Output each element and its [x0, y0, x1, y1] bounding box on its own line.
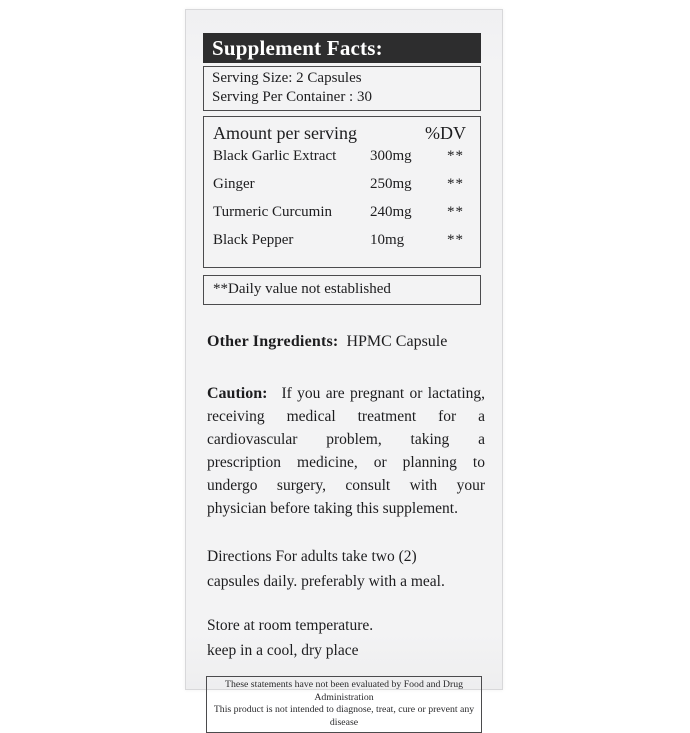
- supplement-facts-table: [203, 33, 481, 305]
- ingredient-dv: **: [447, 148, 464, 164]
- directions-line1: Directions For adults take two (2): [207, 548, 417, 565]
- ingredient-dv: **: [447, 176, 464, 192]
- fda-disclaimer-line2: This product is not intended to diagnose, treat, cure or prevent any disease: [213, 704, 475, 728]
- other-ingredients: [207, 333, 485, 351]
- daily-value-footnote-box: [203, 275, 481, 305]
- dv-header: %DV: [425, 123, 466, 143]
- storage-instructions: [207, 613, 485, 663]
- ingredient-row: [213, 204, 471, 232]
- serving-size: Serving Size: 2 Capsules: [212, 70, 362, 86]
- directions-line2: capsules daily. preferably with a meal.: [207, 573, 445, 590]
- ingredient-dv: **: [447, 204, 464, 220]
- directions: [207, 544, 485, 594]
- ingredient-amount: 10mg: [370, 232, 405, 248]
- storage-line1: Store at room temperature.: [207, 617, 374, 634]
- other-ingredients-value: HPMC Capsule: [346, 333, 448, 350]
- caution-paragraph: [207, 382, 485, 520]
- ingredient-amount: 250mg: [370, 176, 412, 192]
- ingredient-row: [213, 176, 471, 204]
- fda-disclaimer-line1: These statements have not been evaluated by Food and Drug Administration: [224, 679, 464, 703]
- daily-value-footnote: **Daily value not established: [213, 281, 391, 297]
- ingredient-row: [213, 148, 471, 176]
- ingredient-amount: 240mg: [370, 204, 412, 220]
- supplement-facts-title: Supplement Facts:: [203, 33, 481, 63]
- amounts-box: [203, 116, 481, 268]
- fda-disclaimer-box: [206, 676, 482, 733]
- other-ingredients-label: Other Ingredients:: [207, 333, 339, 350]
- ingredient-name: Turmeric Curcumin: [213, 204, 333, 220]
- amount-per-serving-header: Amount per serving: [213, 123, 357, 143]
- caution-text: If you are pregnant or lactating, receiving medical treatment for a cardiovascular problem, taking a prescription medicine, or planning to undergo surgery, consult with your physician before taking this supplement.: [207, 385, 485, 517]
- ingredient-name: Black Pepper: [213, 232, 294, 248]
- amounts-header-row: [213, 121, 471, 148]
- serving-per-container: Serving Per Container : 30: [212, 88, 372, 105]
- ingredient-name: Ginger: [213, 176, 255, 192]
- ingredient-name: Black Garlic Extract: [213, 148, 337, 164]
- ingredient-row: [213, 232, 471, 260]
- caution-label: Caution:: [207, 385, 268, 402]
- supplement-label-panel: [185, 9, 503, 728]
- serving-info-box: [203, 66, 481, 111]
- ingredient-dv: **: [447, 232, 464, 248]
- storage-line2: keep in a cool, dry place: [207, 642, 359, 659]
- ingredient-amount: 300mg: [370, 148, 412, 164]
